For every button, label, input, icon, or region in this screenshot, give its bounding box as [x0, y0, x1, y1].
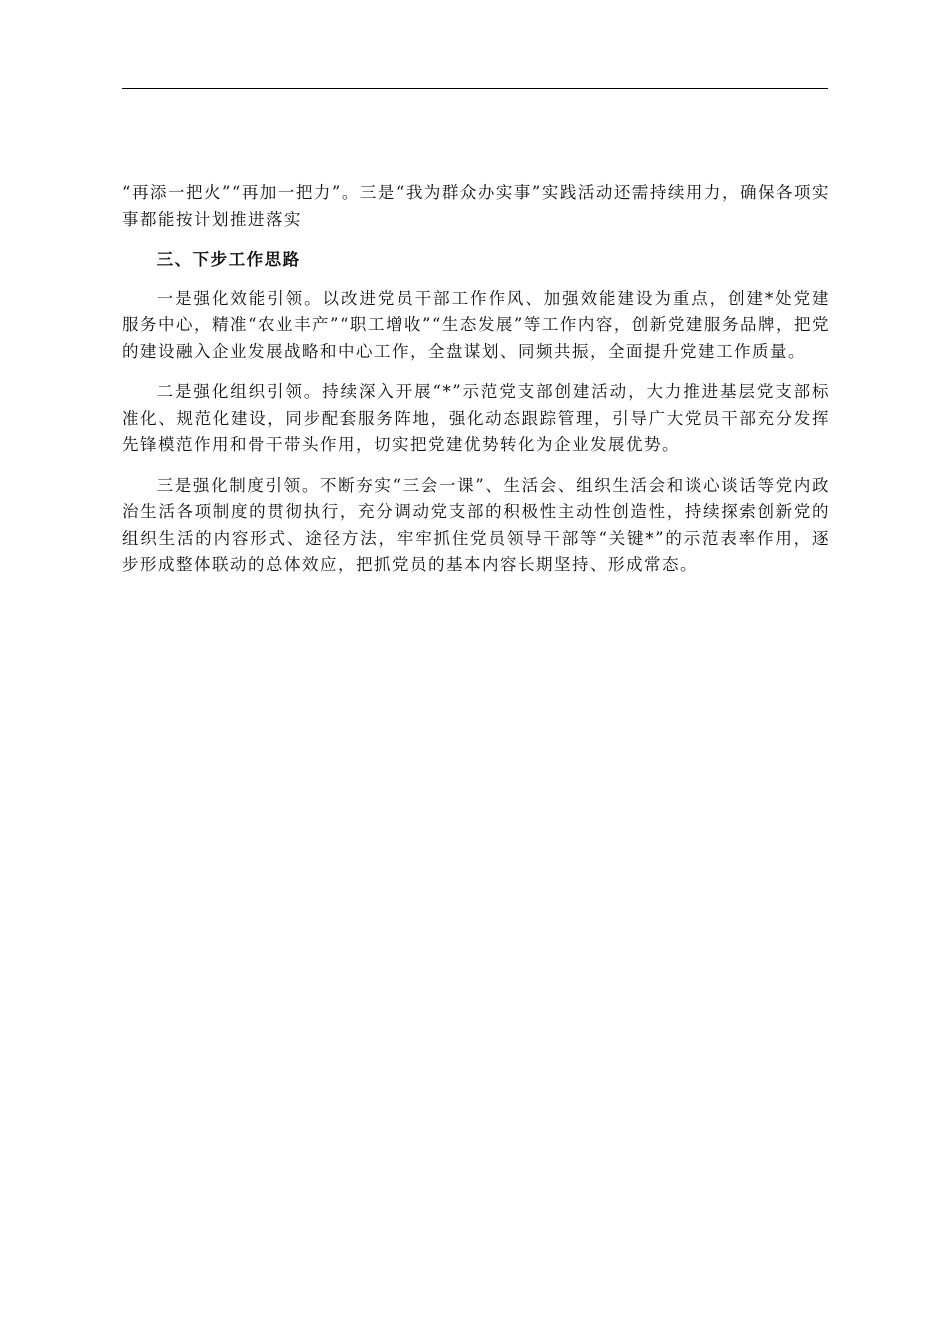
document-body [122, 180, 830, 593]
paragraph-organization: 二是强化组织引领。持续深入开展“*”示范党支部创建活动，大力推进基层党支部标准化、规范化建设，同步配套服务阵地，强化动态跟踪管理，引导广大党员干部充分发挥先锋模范作用和骨干带头作用，切实把党建优势转化为企业发展优势。 [122, 382, 830, 454]
paragraph-system: 三是强化制度引领。不断夯实“三会一课”、生活会、组织生活会和谈心谈话等党内政治生活各项制度的贯彻执行，充分调动党支部的积极性主动性创造性，持续探索创新党的组织生活的内容形式、途径方法，牢牢抓住党员领导干部等“关键*”的示范表率作用，逐步形成整体联动的总体效应，把抓党员的基本内容长期坚持、形成常态。 [122, 475, 830, 574]
header-rule [122, 88, 828, 89]
section-heading: 三、下步工作思路 [156, 250, 301, 269]
continued-paragraph: “再添一把火”“再加一把力”。三是“我为群众办实事”实践活动还需持续用力，确保各项实事都能按计划推进落实 [122, 183, 830, 229]
paragraph-efficiency: 一是强化效能引领。以改进党员干部工作作风、加强效能建设为重点，创建*处党建服务中心，精准“农业丰产”“职工增收”“生态发展”等工作内容，创新党建服务品牌，把党的建设融入企业发展战略和中心工作，全盘谋划、同频共振，全面提升党建工作质量。 [122, 288, 830, 361]
